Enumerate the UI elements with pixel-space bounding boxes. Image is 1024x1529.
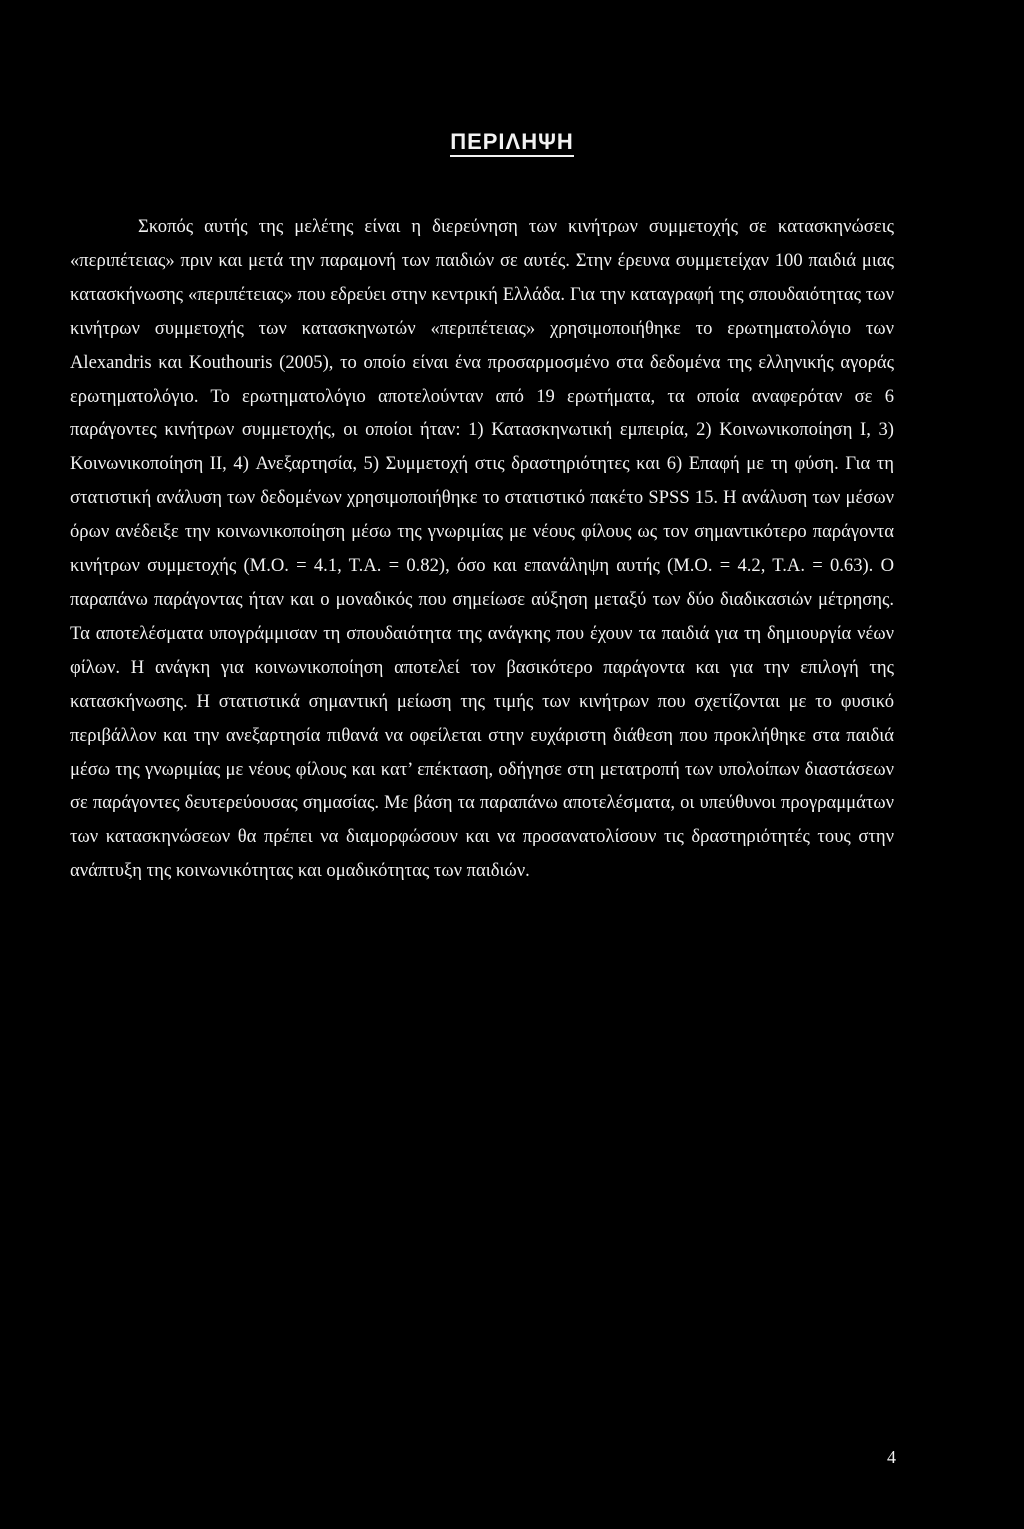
page-title <box>0 126 1024 158</box>
page-number: 4 <box>887 1447 896 1467</box>
page-title-text: ΠΕΡΙΛΗΨΗ <box>450 129 574 157</box>
abstract-paragraph: Σκοπός αυτής της μελέτης είναι η διερεύνηση των κινήτρων συμμετοχής σε κατασκηνώσεις «περιπέτειας» πριν και μετά την παραμονή των παιδιών σε αυτές. Στην έρευνα συμμετείχαν 100 παιδιά μιας κατασκήνωσης «περιπέτειας» που εδρεύει στην κεντρική Ελλάδα. Για την καταγραφή της σπουδαιότητας των κινήτρων συμμετοχής των κατασκηνωτών «περιπέτειας» χρησιμοποιήθηκε το ερωτηματολόγιο των Alexandris και Kouthouris (2005), το οποίο είναι ένα προσαρμοσμένο στα δεδομένα της ελληνικής αγοράς ερωτηματολόγιο. Το ερωτηματολόγιο αποτελούνταν από 19 ερωτήματα, τα οποία αναφερόταν σε 6 παράγοντες κινήτρων συμμετοχής, οι οποίοι ήταν: 1) Κατασκηνωτική εμπειρία, 2) Κοινωνικοποίηση Ι, 3) Κοινωνικοποίηση ΙΙ, 4) Ανεξαρτησία, 5) Συμμετοχή στις δραστηριότητες και 6) Επαφή με τη φύση. Για τη στατιστική ανάλυση των δεδομένων χρησιμοποιήθηκε το στατιστικό πακέτο SPSS 15. Η ανάλυση των μέσων όρων ανέδειξε την κοινωνικοποίηση μέσω της γνωριμίας με νέους φίλους ως τον σημαντικότερο παράγοντα κινήτρων συμμετοχής (Μ.Ο. = 4.1, Τ.Α. = 0.82), όσο και επανάληψη αυτής (Μ.Ο. = 4.2, Τ.Α. = 0.63). Ο παραπάνω παράγοντας ήταν και ο μοναδικός που σημείωσε αύξηση μεταξύ των δύο διαδικασιών μέτρησης. Τα αποτελέσματα υπογράμμισαν τη σπουδαιότητα της ανάγκης που έχουν τα παιδιά για τη δημιουργία νέων φίλων. Η ανάγκη για κοινωνικοποίηση αποτελεί τον βασικότερο παράγοντα και για την επιλογή της κατασκήνωσης. Η στατιστικά σημαντική μείωση της τιμής των κινήτρων που σχετίζονται με το φυσικό περιβάλλον και την ανεξαρτησία πιθανά να οφείλεται στην ευχάριστη διάθεση που προκλήθηκε στα παιδιά μέσω της γνωριμίας με νέους φίλους και κατ’ επέκταση, οδήγησε στη μετατροπή των υπολοίπων διαστάσεων σε παράγοντες δευτερεύουσας σημασίας. Με βάση τα παραπάνω αποτελέσματα, οι υπεύθυνοι προγραμμάτων των κατασκηνώσεων θα πρέπει να διαμορφώσουν και να προσανατολίσουν τις δραστηριότητές τους στην ανάπτυξη της κοινωνικότητας και ομαδικότητας των παιδιών. <box>70 216 894 882</box>
